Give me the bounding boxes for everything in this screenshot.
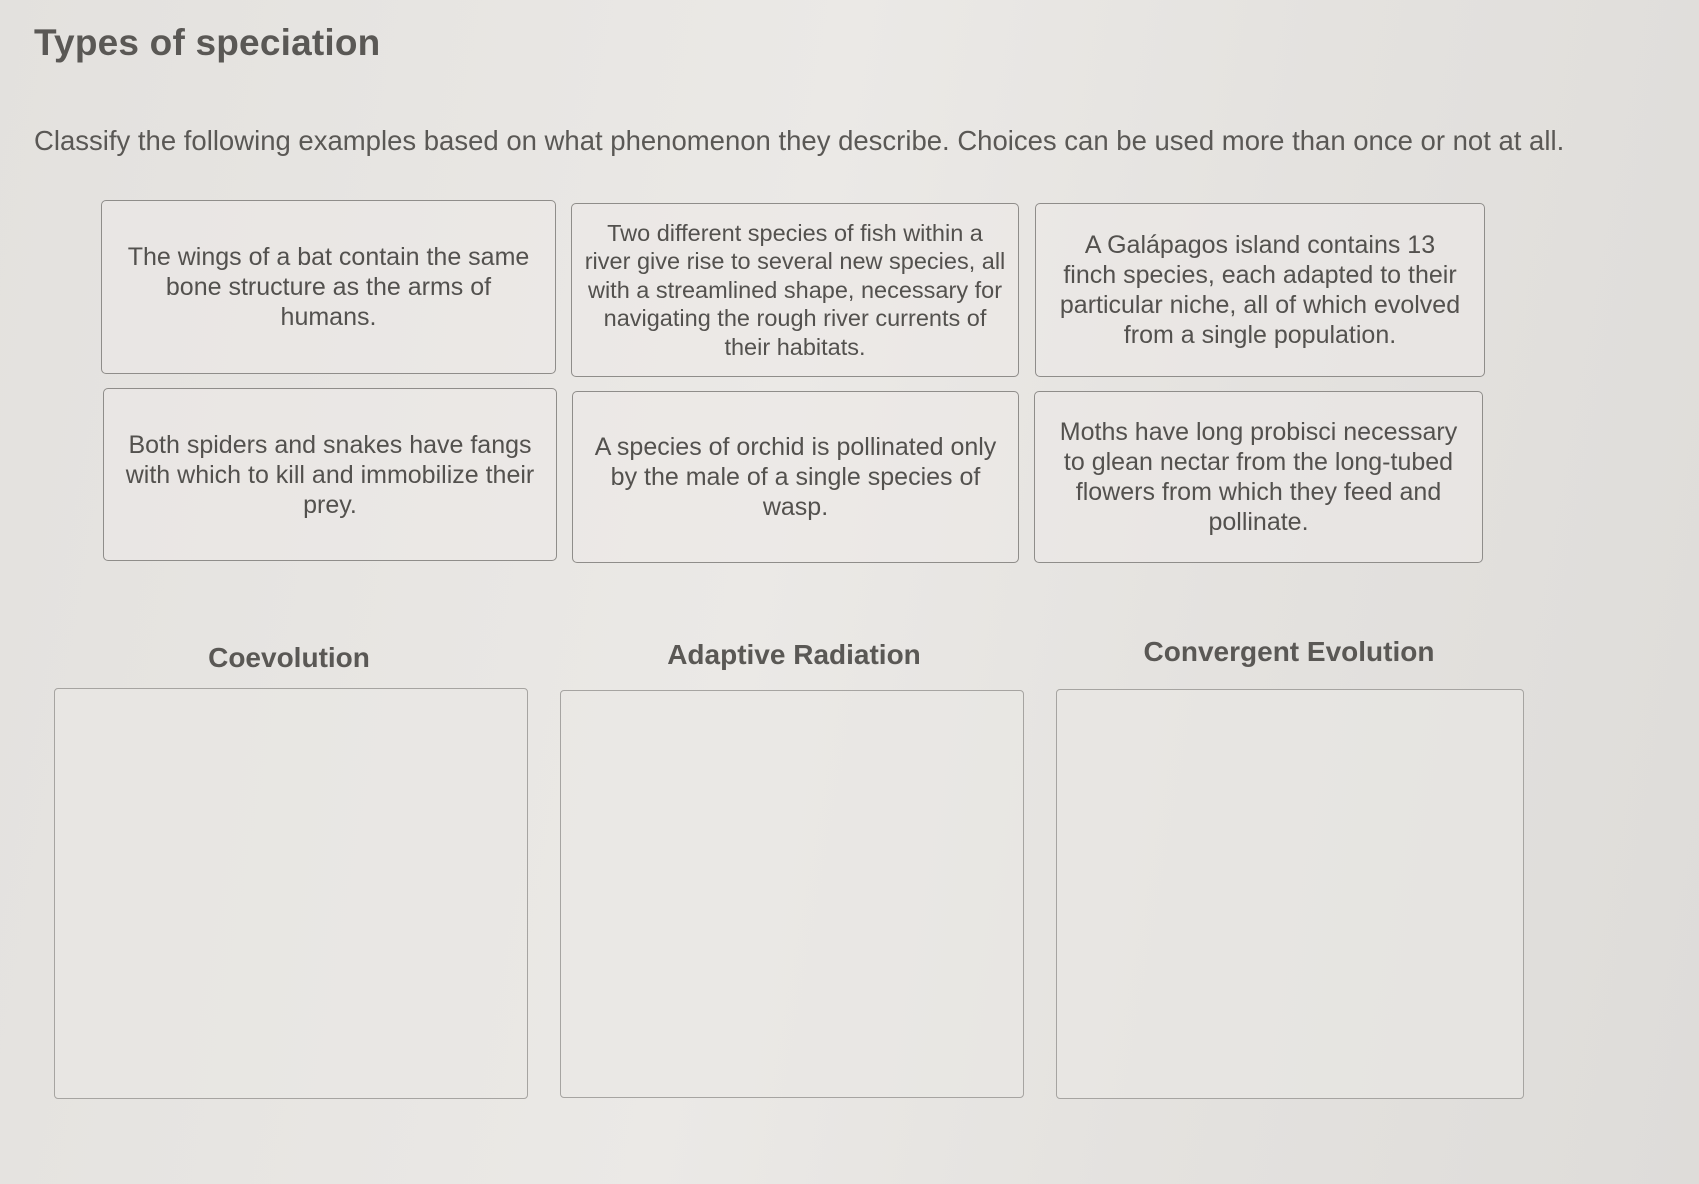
category-title-coevolution: Coevolution [208,642,370,673]
draggable-card-galapagos-finches[interactable]: A Galápagos island contains 13 finch species, each adapted to their particular niche, all of which evolved from a single population. [1035,203,1485,377]
draggable-card-orchid-wasp[interactable]: A species of orchid is pollinated only by the male of a single species of wasp. [572,391,1019,563]
dropzone-convergent-evolution[interactable] [1056,689,1524,1099]
dropzone-adaptive-radiation[interactable] [560,690,1024,1098]
instructions-text: Classify the following examples based on what phenomenon they describe. Choices can be used more than once or not at all. [34,125,1565,156]
category-title-convergent-evolution: Convergent Evolution [1143,636,1435,667]
page-title: Types of speciation [34,22,381,63]
draggable-card-spiders-snakes[interactable]: Both spiders and snakes have fangs with which to kill and immobilize their prey. [103,388,557,561]
draggable-card-river-fish[interactable]: Two different species of fish within a river give rise to several new species, all with a streamlined shape, necessary for navigating the rough river currents of their habitats. [571,203,1019,377]
draggable-card-moth-probisci[interactable]: Moths have long probisci necessary to glean nectar from the long-tubed flowers from which they feed and pollinate. [1034,391,1483,563]
dropzone-coevolution[interactable] [54,688,528,1099]
draggable-card-bat-wings[interactable]: The wings of a bat contain the same bone structure as the arms of humans. [101,200,556,374]
category-title-adaptive-radiation: Adaptive Radiation [667,639,921,670]
